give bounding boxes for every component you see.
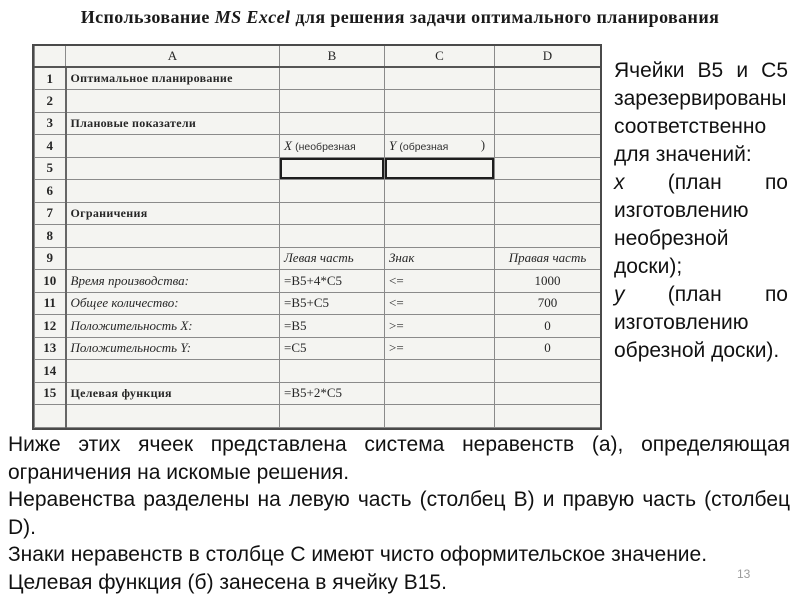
sheet-row [35, 247, 601, 270]
cell-d3 [495, 112, 601, 135]
side-item-x [614, 169, 788, 281]
note-inequalities: Ниже этих ячеек представлена система неравенств (а), определяющая ограничения на искомые решения. [8, 433, 790, 484]
cell-a13: Положительность Y: [66, 337, 280, 360]
row-number: 3 [35, 112, 66, 135]
cell-c1 [385, 67, 495, 90]
sheet-row [35, 67, 601, 90]
title-text-emphasis: MS Excel [214, 7, 291, 27]
cell-c10: <= [385, 270, 495, 293]
side-explanation [614, 57, 788, 365]
sheet-row [35, 292, 601, 315]
cell-c14 [385, 360, 495, 383]
sheet-row [35, 337, 601, 360]
cell-d2 [495, 90, 601, 113]
cell-d12: 0 [495, 315, 601, 338]
cell-c4-annotation: (обрезная [399, 140, 449, 153]
cell-c11: <= [385, 292, 495, 315]
column-header-d: D [495, 46, 601, 67]
cell-a16 [66, 405, 280, 428]
row-number: 1 [35, 67, 66, 90]
cell-c15 [385, 382, 495, 405]
cell-c4-variable: Y [389, 137, 397, 153]
cell-b14 [280, 360, 385, 383]
sheet-row [35, 270, 601, 293]
cell-a8 [66, 225, 280, 248]
cell-a12: Положительность X: [66, 315, 280, 338]
cell-c7 [385, 202, 495, 225]
cell-a6 [66, 180, 280, 203]
cell-b12: =B5 [280, 315, 385, 338]
cell-b11: =B5+C5 [280, 292, 385, 315]
note-signs: Знаки неравенств в столбце C имеют чисто оформительское значение. [8, 543, 708, 566]
sheet-row [35, 135, 601, 158]
cell-d5 [495, 157, 601, 180]
sheet-row [35, 315, 601, 338]
cell-c4-closing-paren: ) [480, 138, 485, 152]
side-item-y [614, 281, 788, 365]
sheet-row [35, 405, 601, 428]
cell-d11: 700 [495, 292, 601, 315]
sheet-row [35, 90, 601, 113]
cell-c13: >= [385, 337, 495, 360]
cell-b1 [280, 67, 385, 90]
sheet-row [35, 225, 601, 248]
cell-c8 [385, 225, 495, 248]
row-number: 6 [35, 180, 66, 203]
cell-d7 [495, 202, 601, 225]
cell-d9: Правая часть [495, 247, 601, 270]
cell-a1: Оптимальное планирование [66, 67, 280, 90]
cell-d6 [495, 180, 601, 203]
cell-b3 [280, 112, 385, 135]
spreadsheet-image [32, 44, 602, 430]
row-number: 15 [35, 382, 66, 405]
cell-d13: 0 [495, 337, 601, 360]
cell-a10: Время производства: [66, 270, 280, 293]
cell-b4 [280, 135, 385, 158]
cell-b10: =B5+4*C5 [280, 270, 385, 293]
cell-a9 [66, 247, 280, 270]
sheet-row [35, 360, 601, 383]
cell-b4-annotation: (необрезная [295, 140, 356, 153]
row-number: 4 [35, 135, 66, 158]
cell-c9: Знак [385, 247, 495, 270]
row-number: 14 [35, 360, 66, 383]
cell-b8 [280, 225, 385, 248]
row-number: 13 [35, 337, 66, 360]
cell-d15 [495, 382, 601, 405]
sheet-corner-cell [35, 46, 66, 67]
cell-c2 [385, 90, 495, 113]
cell-d10: 1000 [495, 270, 601, 293]
spreadsheet-table [34, 46, 601, 428]
sheet-row [35, 382, 601, 405]
column-header-row [35, 46, 601, 67]
cell-b16 [280, 405, 385, 428]
cell-d8 [495, 225, 601, 248]
cell-b9: Левая часть [280, 247, 385, 270]
slide-number: 13 [737, 567, 751, 581]
cell-a5 [66, 157, 280, 180]
title-text-start: Использование [80, 7, 215, 27]
variable-y: y [614, 283, 625, 306]
cell-a4 [66, 135, 280, 158]
row-number: 11 [35, 292, 66, 315]
cell-a15: Целевая функция [66, 382, 280, 405]
slide-title [0, 6, 800, 28]
sheet-row [35, 180, 601, 203]
cell-d14 [495, 360, 601, 383]
row-number: 5 [35, 157, 66, 180]
cell-b13: =C5 [280, 337, 385, 360]
cell-c16 [385, 405, 495, 428]
cell-c6 [385, 180, 495, 203]
side-intro: Ячейки B5 и C5 зарезервированы соответственно для значений: [614, 59, 788, 166]
cell-b5 [280, 157, 385, 180]
cell-c12: >= [385, 315, 495, 338]
row-number: 2 [35, 90, 66, 113]
cell-a14 [66, 360, 280, 383]
column-header-a: A [66, 46, 280, 67]
sheet-row [35, 112, 601, 135]
cell-b4-variable: X [284, 137, 292, 153]
sheet-row [35, 202, 601, 225]
title-text-end: для решения задачи оптимального планирования [290, 7, 720, 27]
cell-b6 [280, 180, 385, 203]
row-number: 12 [35, 315, 66, 338]
sheet-row [35, 157, 601, 180]
cell-a3: Плановые показатели [66, 112, 280, 135]
note-columns: Неравенства разделены на левую часть (столбец B) и правую часть (столбец D). [8, 488, 790, 539]
cell-a7: Ограничения [66, 202, 280, 225]
cell-b7 [280, 202, 385, 225]
row-number: 8 [35, 225, 66, 248]
cell-c3 [385, 112, 495, 135]
cell-a2 [66, 90, 280, 113]
cell-b2 [280, 90, 385, 113]
column-header-b: B [280, 46, 385, 67]
cell-c4 [385, 135, 495, 158]
cell-b15: =B5+2*C5 [280, 382, 385, 405]
side-item-y-text: (план по изготовлению обрезной доски). [614, 283, 788, 362]
cell-c5 [385, 157, 495, 180]
row-number: 10 [35, 270, 66, 293]
row-number: 9 [35, 247, 66, 270]
cell-d16 [495, 405, 601, 428]
variable-x: x [614, 171, 625, 194]
cell-d1 [495, 67, 601, 90]
column-header-c: C [385, 46, 495, 67]
row-number: 7 [35, 202, 66, 225]
row-number [35, 405, 66, 428]
cell-a11: Общее количество: [66, 292, 280, 315]
cell-d4 [495, 135, 601, 158]
explanation-text [8, 431, 790, 596]
side-item-x-text: (план по изготовлению необрезной доски); [614, 171, 788, 278]
note-objective: Целевая функция (б) занесена в ячейку B15. [8, 570, 447, 594]
